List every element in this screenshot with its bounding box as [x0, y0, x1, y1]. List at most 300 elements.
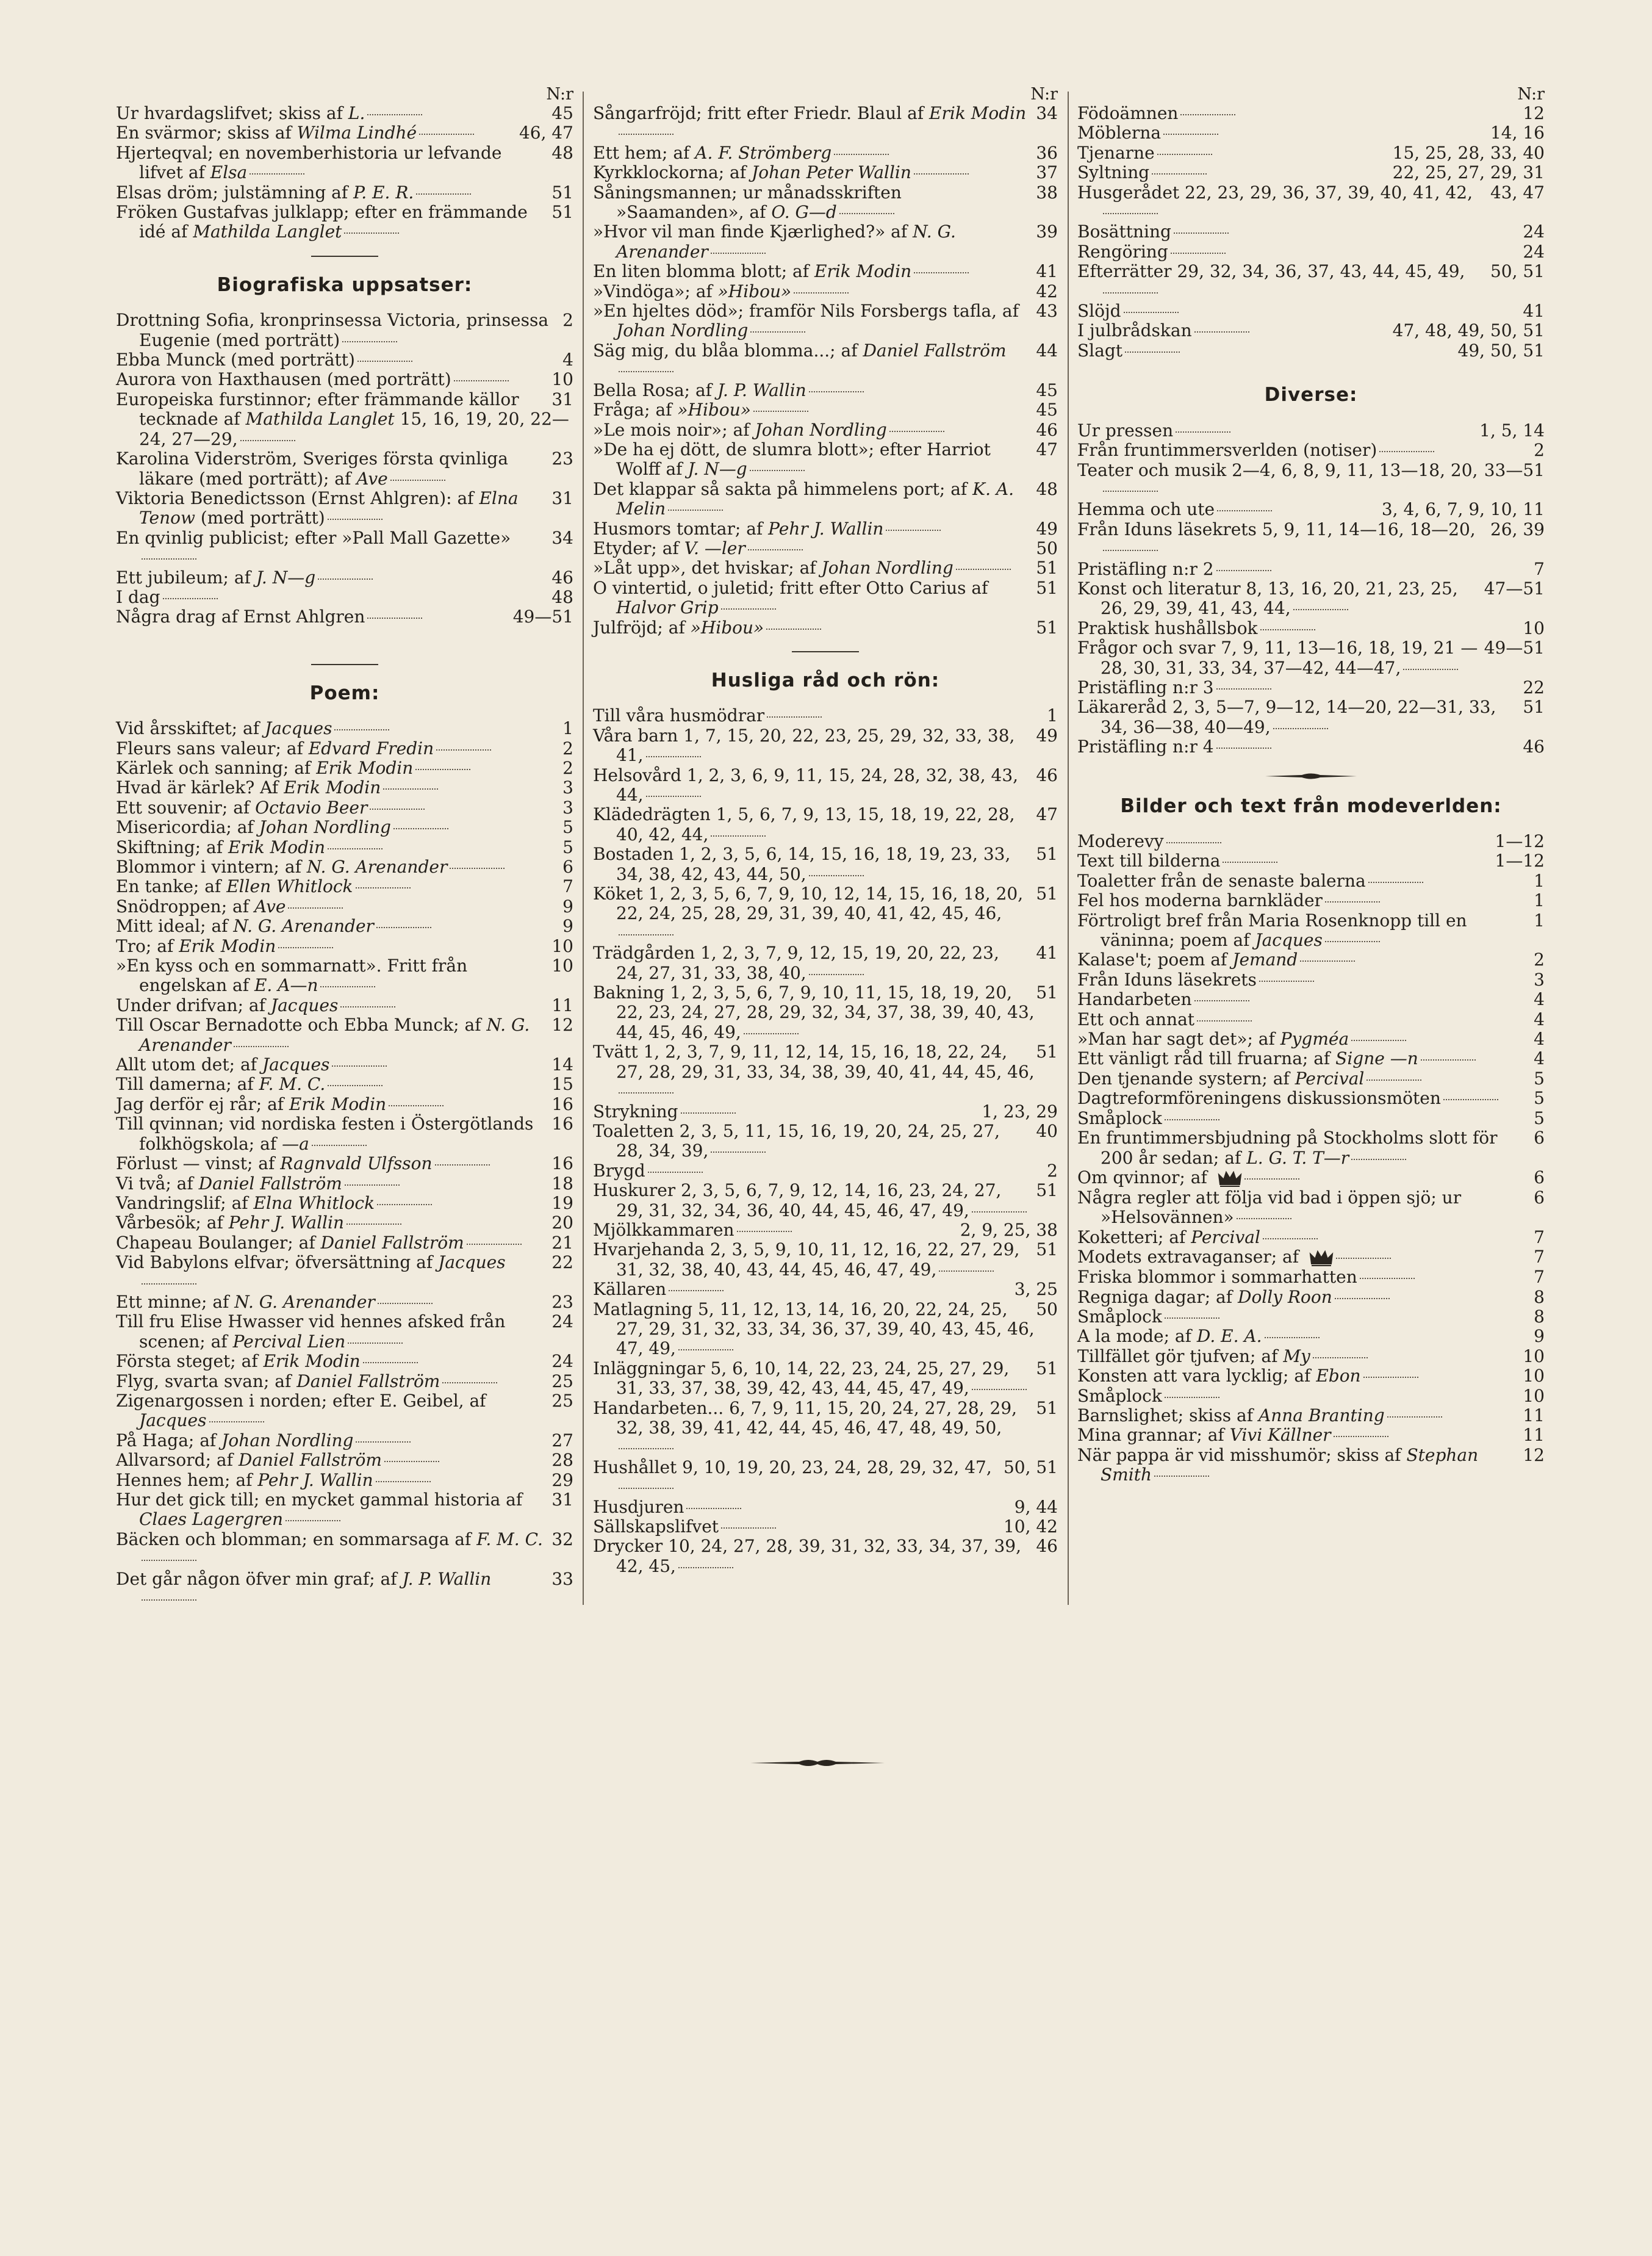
index-entry	[1077, 697, 1545, 737]
entry-page-number: 41	[1036, 943, 1058, 964]
dot-leader	[972, 1211, 1027, 1213]
entry-page-number: 1	[1534, 910, 1545, 931]
entry-page-number: 48	[551, 142, 573, 163]
dot-leader	[1216, 748, 1271, 749]
dot-leader	[1335, 1298, 1390, 1299]
entry-page-number: 46, 47	[519, 123, 573, 143]
entry-author: Vivi Källner	[1229, 1425, 1331, 1446]
dot-leader	[389, 1105, 444, 1106]
entry-title: Misericordia; af	[116, 817, 259, 838]
dot-leader	[1334, 1436, 1388, 1437]
entry-page-number: 36	[1036, 142, 1058, 163]
index-entry	[116, 877, 573, 896]
dot-leader	[142, 558, 196, 560]
entry-title: Hushållet 9, 10, 19, 20, 23, 24, 28, 29, 32, 47,	[593, 1457, 992, 1477]
dot-leader	[390, 480, 445, 481]
dot-leader	[342, 341, 397, 342]
dot-leader	[686, 1508, 741, 1509]
dot-leader	[1387, 1416, 1442, 1418]
entry-page-number: 46	[1036, 765, 1058, 785]
dot-leader	[1325, 901, 1380, 903]
misc-list	[1077, 421, 1545, 757]
dot-leader	[1197, 1020, 1252, 1022]
dot-leader	[1363, 1377, 1418, 1378]
index-entry	[1077, 638, 1545, 678]
index-entry	[116, 528, 573, 568]
dot-leader	[711, 253, 766, 254]
dot-leader	[766, 629, 821, 630]
entry-page-number: 12	[1523, 1444, 1545, 1465]
index-entry	[1077, 1188, 1545, 1228]
entry-page-number: 15	[551, 1074, 573, 1095]
entry-author: Wilma Lindhé	[296, 123, 417, 143]
index-entry	[116, 996, 573, 1015]
entry-title: Mjölkkammaren	[593, 1219, 734, 1240]
entry-title: Mina grannar; af	[1077, 1425, 1230, 1446]
entry-title: Fröken Gustafvas julklapp; efter en främmande idé af	[116, 202, 528, 242]
index-entry	[1077, 1347, 1545, 1366]
index-entry	[116, 917, 573, 936]
index-entry	[116, 778, 573, 798]
entry-title: När pappa är vid misshumör; skiss af	[1077, 1444, 1407, 1465]
dot-leader	[839, 213, 894, 214]
entry-page-number: 47—51	[1484, 578, 1545, 599]
entry-author: N. G. Arenander	[616, 222, 956, 262]
entry-page-number: 51	[1036, 617, 1058, 638]
entry-author: Erik Modin	[316, 757, 414, 778]
index-entry	[1077, 851, 1545, 871]
entry-title: Aurora von Haxthausen (med porträtt)	[116, 369, 451, 390]
entry-page-number: 50, 51	[1490, 261, 1545, 282]
index-entry	[1077, 1425, 1545, 1445]
index-entry	[593, 400, 1058, 420]
entry-page-number: 4	[1534, 1048, 1545, 1069]
dot-leader	[646, 756, 701, 757]
entry-page-number: 14	[551, 1054, 573, 1075]
index-entry	[1077, 1128, 1545, 1168]
entry-page-number: 2, 9, 25, 38	[960, 1219, 1058, 1240]
entry-title: Tro; af	[116, 935, 179, 956]
entry-title: En svärmor; skiss af	[116, 123, 297, 143]
dot-leader	[1263, 1238, 1318, 1239]
entry-page-number: 6	[562, 857, 573, 877]
index-entry	[1077, 1446, 1545, 1485]
entry-page-number: 25	[551, 1390, 573, 1411]
entry-title: Husdjuren	[593, 1496, 684, 1517]
entry-author: Jacques	[1255, 930, 1323, 951]
entry-title: Köket 1, 2, 3, 5, 6, 7, 9, 10, 12, 14, 15, 16, 18, 20, 22, 24, 25, 28, 29, 31, 39, 40, 41, 42, 45, 46,	[593, 884, 1024, 924]
index-entry	[116, 759, 573, 778]
entry-title: Småplock	[1077, 1306, 1162, 1327]
index-entry	[1077, 123, 1545, 143]
index-entry	[1077, 242, 1545, 262]
dot-leader	[750, 331, 805, 333]
entry-author: Halvor Grip	[616, 597, 719, 618]
index-entry	[1077, 262, 1545, 301]
entry-title: Det klappar så sakta på himmelens port; af	[593, 478, 973, 499]
entry-author: Dolly Roon	[1238, 1286, 1332, 1307]
index-entry	[116, 1154, 573, 1173]
entry-page-number: 22, 25, 27, 29, 31	[1392, 162, 1545, 183]
dot-leader	[320, 986, 375, 987]
entry-page-number: 49	[1036, 518, 1058, 539]
index-entry	[116, 143, 573, 183]
dot-leader	[619, 934, 673, 935]
entry-title: »Hvor vil man finde Kjærlighed?» af	[593, 222, 913, 242]
entry-title: »Man har sagt det»; af	[1077, 1029, 1280, 1050]
entry-title: I dag	[116, 586, 160, 607]
entry-author: Daniel Fallström	[863, 340, 1007, 361]
entry-title: Jag derför ej rår; af	[116, 1094, 290, 1114]
column-right	[1077, 85, 1545, 1485]
index-entry	[116, 311, 573, 350]
closing-ornament	[750, 1757, 885, 1768]
entry-title: Klädedrägten 1, 5, 6, 7, 9, 13, 15, 18, 19, 22, 28, 40, 42, 44,	[593, 804, 1015, 845]
entry-page-number: 7	[1534, 1227, 1545, 1247]
dot-leader	[744, 1033, 799, 1034]
entry-page-number: 49—51	[512, 607, 573, 627]
section-heading-mode: Bilder och text från modeverlden:	[1120, 795, 1502, 817]
index-entry	[593, 222, 1058, 262]
biography-list	[116, 311, 573, 627]
index-entry	[593, 884, 1058, 943]
entry-page-number: 10	[551, 369, 573, 390]
index-entry	[1077, 104, 1545, 123]
dot-leader	[250, 173, 304, 175]
entry-author: Johan Nordling	[616, 320, 749, 341]
index-entry	[1077, 441, 1545, 460]
entry-page-number: 47	[1036, 804, 1058, 825]
index-entry	[593, 381, 1058, 400]
entry-author: K. A. Melin	[616, 478, 1015, 519]
entry-author: Erik Modin	[263, 1351, 361, 1372]
dot-leader	[1103, 491, 1158, 492]
index-entry	[593, 1042, 1058, 1101]
entry-author: Claes Lagergren	[139, 1509, 283, 1530]
entry-title: Regniga dagar; af	[1077, 1286, 1238, 1307]
entry-page-number: 12	[551, 1015, 573, 1036]
dot-leader	[1103, 292, 1158, 294]
dot-leader	[1336, 1258, 1391, 1259]
entry-title: »Låt upp», det hviskar; af	[593, 558, 822, 578]
entry-page-number: 6	[1534, 1187, 1545, 1208]
entry-title: En tanke; af	[116, 876, 227, 897]
entry-page-number: 10	[1523, 1385, 1545, 1406]
dot-leader	[753, 411, 808, 412]
entry-title: Allt utom det; af	[116, 1054, 262, 1075]
index-entry	[1077, 301, 1545, 321]
index-entry	[1077, 183, 1545, 223]
index-entry	[593, 341, 1058, 381]
number-header: N:r	[1030, 85, 1058, 104]
entry-page-number: 49	[1036, 725, 1058, 746]
entry-title: Efterrätter 29, 32, 34, 36, 37, 43, 44, 45, 49,	[1077, 261, 1465, 282]
index-entry	[116, 937, 573, 956]
dot-leader	[376, 1481, 431, 1482]
entry-author: »Hibou»	[717, 281, 792, 301]
entry-title: Ur hvardagslifvet; skiss af	[116, 103, 348, 123]
dot-leader	[376, 927, 431, 928]
dot-leader	[972, 1389, 1027, 1390]
dot-leader	[163, 598, 218, 599]
dot-leader	[834, 154, 889, 155]
dot-leader	[711, 835, 766, 837]
entry-page-number: 10	[1523, 618, 1545, 638]
entry-author: A. F. Strömberg	[695, 142, 832, 163]
index-entry	[116, 956, 573, 996]
dot-leader	[1103, 213, 1158, 214]
entry-page-number: 8	[1534, 1286, 1545, 1307]
dot-leader	[328, 1085, 382, 1086]
dot-leader	[415, 769, 470, 770]
entry-page-number: 51	[1036, 1180, 1058, 1201]
entry-page-number: 24	[1523, 222, 1545, 242]
entry-page-number: 11	[1523, 1405, 1545, 1425]
entry-author: Percival	[1295, 1068, 1365, 1089]
dot-leader	[721, 1527, 776, 1529]
entry-title: Snödroppen; af	[116, 896, 254, 917]
entry-page-number: 49—51	[1484, 638, 1545, 658]
entry-author: Mathilda Langlet	[245, 409, 395, 430]
entry-title: »Le mois noir»; af	[593, 419, 755, 440]
dot-leader	[1366, 1079, 1421, 1081]
entry-title: Den tjenande systern; af	[1077, 1068, 1295, 1089]
entry-title: Text till bilderna	[1077, 851, 1221, 871]
index-entry	[593, 1537, 1058, 1576]
entry-page-number: 23	[551, 1291, 573, 1312]
entry-title: Pristäfling n:r 4	[1077, 737, 1214, 757]
index-entry	[116, 370, 573, 389]
entry-page-number: 45	[1036, 380, 1058, 400]
entry-author: L. G. T. T—r	[1246, 1147, 1349, 1168]
index-entry	[593, 539, 1058, 558]
entry-title: Några regler att följa vid bad i öppen sjö; ur »Helsovännen»	[1077, 1187, 1462, 1228]
dot-leader	[794, 292, 849, 294]
entry-page-number: 2	[1534, 440, 1545, 461]
dot-leader	[1166, 842, 1221, 843]
crown-icon	[1309, 1249, 1334, 1267]
dot-leader	[619, 1448, 673, 1449]
entry-page-number: 2	[1047, 1160, 1058, 1181]
index-entry	[1077, 1228, 1545, 1247]
entry-title: Ett hem; af	[593, 142, 695, 163]
entry-page-number: 4	[1534, 989, 1545, 1010]
index-entry	[593, 1181, 1058, 1220]
index-entry	[116, 183, 573, 203]
index-entry	[116, 1431, 573, 1451]
index-entry	[593, 420, 1058, 440]
dot-leader	[142, 1599, 196, 1601]
entry-author: Ave	[254, 896, 286, 917]
dot-leader	[1351, 1159, 1406, 1160]
dot-leader	[1165, 1317, 1219, 1319]
section-heading-husliga: Husliga råd och rön:	[711, 669, 940, 691]
index-entry	[116, 719, 573, 738]
entry-page-number: 20	[551, 1213, 573, 1233]
index-entry	[1077, 1386, 1545, 1406]
dot-leader	[1244, 1178, 1299, 1180]
dot-leader	[1194, 331, 1249, 333]
entry-page-number: 9, 44	[1014, 1496, 1058, 1517]
entry-page-number: 49, 50, 51	[1457, 340, 1545, 361]
entry-title: En fruntimmersbjudning på Stockholms slott för 200 år sedan; af	[1077, 1128, 1498, 1168]
dot-leader	[318, 578, 373, 580]
entry-title: Huskurer 2, 3, 5, 6, 7, 9, 12, 14, 16, 23, 24, 27, 29, 31, 32, 34, 36, 40, 44, 45, 46, 47, 49,	[593, 1180, 1002, 1220]
entry-title: Praktisk hushållsbok	[1077, 618, 1258, 638]
dot-leader	[1216, 688, 1271, 690]
entry-author: Erik Modin	[228, 837, 326, 857]
index-entry	[593, 766, 1058, 805]
entry-page-number: 46	[551, 567, 573, 588]
entry-title: Kalase't; poem af	[1077, 950, 1233, 970]
index-entry	[1077, 1029, 1545, 1049]
entry-page-number: 4	[1534, 1029, 1545, 1050]
entry-page-number: 42	[1036, 281, 1058, 301]
entry-title: Modets extravaganser; af	[1077, 1247, 1305, 1267]
entry-page-number: 51	[1036, 1397, 1058, 1418]
entry-author: Stephan Smith	[1101, 1444, 1479, 1485]
entry-author: Jacques	[262, 1054, 330, 1075]
entry-page-number: 6	[1534, 1128, 1545, 1148]
dot-leader	[345, 1184, 400, 1186]
entry-page-number: 4	[1534, 1009, 1545, 1029]
index-entry	[1077, 1307, 1545, 1327]
index-entry	[116, 1530, 573, 1569]
entry-title: Blommor i vintern; af	[116, 857, 307, 877]
dot-leader	[914, 173, 969, 175]
index-entry	[116, 1490, 573, 1530]
entry-title: Ett jubileum; af	[116, 567, 256, 588]
entry-page-number: 47	[1036, 439, 1058, 459]
index-entry	[116, 1114, 573, 1154]
entry-author: Pehr J. Wallin	[768, 518, 884, 539]
entry-title: Elsas dröm; julstämning af	[116, 182, 354, 203]
dot-leader	[377, 1204, 432, 1205]
index-entry	[593, 183, 1058, 223]
index-entry	[593, 262, 1058, 281]
entry-title-continued: 15, 16, 19, 20, 22—24, 27—29,	[139, 409, 569, 449]
entry-page-number: 5	[562, 817, 573, 838]
dot-leader	[1124, 312, 1179, 313]
dot-leader	[1360, 1278, 1415, 1279]
dot-leader	[334, 729, 389, 730]
entry-author: Jacques	[438, 1252, 506, 1273]
dot-leader	[384, 1461, 439, 1462]
index-entry	[116, 390, 573, 449]
index-entry	[593, 983, 1058, 1042]
entry-title: Om qvinnor; af	[1077, 1167, 1213, 1187]
entry-title: En liten blomma blott; af	[593, 261, 815, 282]
index-entry	[116, 1075, 573, 1094]
index-entry	[593, 1122, 1058, 1161]
dot-leader	[809, 391, 864, 392]
entry-title: Vandringslif; af	[116, 1192, 254, 1213]
section-heading-poem: Poem:	[309, 682, 380, 704]
index-entry	[1077, 832, 1545, 851]
entry-author: Johan Nordling	[259, 817, 391, 838]
entry-author: Ebon	[1316, 1366, 1361, 1386]
entry-title: Toaletter från de senaste balerna	[1077, 870, 1366, 891]
index-entry	[1077, 1109, 1545, 1128]
entry-title: Källaren	[593, 1279, 667, 1300]
entry-title: Småplock	[1077, 1385, 1162, 1406]
entry-page-number: 1, 5, 14	[1479, 420, 1545, 441]
entry-title: Trädgården 1, 2, 3, 7, 9, 12, 15, 19, 20, 22, 23, 24, 27, 31, 33, 38, 40,	[593, 943, 999, 983]
entry-page-number: 16	[551, 1094, 573, 1114]
entry-page-number: 1	[1534, 890, 1545, 911]
index-entry	[116, 588, 573, 607]
entry-page-number: 1—12	[1495, 831, 1545, 851]
entry-page-number: 47, 48, 49, 50, 51	[1392, 320, 1545, 341]
dot-leader	[347, 1224, 401, 1225]
index-entry	[116, 1213, 573, 1233]
dot-leader	[450, 868, 505, 869]
index-entry	[116, 123, 573, 143]
entry-title: »En hjeltes död»; framför Nils Forsbergs tafla, af	[593, 301, 1019, 322]
dot-leader	[142, 1283, 196, 1285]
index-entry	[1077, 1288, 1545, 1307]
entry-author: »Hibou»	[677, 400, 751, 420]
entry-page-number: 29	[551, 1469, 573, 1490]
index-entry	[116, 1174, 573, 1194]
entry-title: Fel hos moderna barnkläder	[1077, 890, 1323, 911]
entry-author: Jacques	[264, 718, 332, 739]
dot-leader	[1421, 1059, 1476, 1061]
entry-title: Chapeau Boulanger; af	[116, 1232, 321, 1253]
entry-title: Det går någon öfver min graf; af	[116, 1568, 403, 1589]
dot-leader	[886, 530, 941, 531]
entry-title: Första steget; af	[116, 1351, 264, 1372]
entry-title: Karolina Viderström, Sveriges första qvinliga läkare (med porträtt); af	[116, 449, 508, 489]
entry-title: Vid Babylons elfvar; öfversättning af	[116, 1252, 439, 1273]
dot-leader	[678, 1349, 733, 1350]
entry-author: N. G. Arenander	[234, 1291, 375, 1312]
index-entry	[593, 1359, 1058, 1399]
entry-author: F. M. C.	[259, 1074, 326, 1095]
dot-leader	[619, 1488, 673, 1489]
entry-author: Erik Modin	[289, 1094, 387, 1114]
index-entry	[1077, 143, 1545, 163]
entry-title: Slagt	[1077, 340, 1123, 361]
entry-author: Erik Modin	[929, 103, 1027, 123]
index-entry	[593, 1300, 1058, 1359]
index-entry	[1077, 891, 1545, 910]
dot-leader	[1174, 232, 1229, 234]
entry-author: Jacques	[270, 995, 339, 1015]
index-entry	[593, 1161, 1058, 1181]
dot-leader	[939, 1270, 994, 1272]
entry-title: Bosättning	[1077, 222, 1171, 242]
entry-page-number: 51	[1036, 1042, 1058, 1062]
entry-title: Konst och literatur 8, 13, 16, 20, 21, 23, 25, 26, 29, 39, 41, 43, 44,	[1077, 578, 1458, 619]
index-entry	[1077, 911, 1545, 951]
dot-leader	[328, 848, 382, 849]
dot-leader	[1273, 728, 1328, 729]
index-entry	[593, 1517, 1058, 1537]
index-entry	[1077, 1406, 1545, 1425]
dot-leader	[1260, 629, 1315, 630]
entry-page-number: 4	[562, 350, 573, 370]
index-entry	[1077, 1366, 1545, 1386]
dot-leader	[646, 796, 701, 797]
index-entry	[116, 1194, 573, 1213]
dot-leader	[669, 1290, 724, 1291]
entry-page-number: 31	[551, 389, 573, 409]
entry-page-number: 27	[551, 1430, 573, 1451]
dot-leader	[416, 193, 471, 195]
entry-title: Kyrkklockorna; af	[593, 162, 752, 183]
household-list-continued	[1077, 104, 1545, 361]
